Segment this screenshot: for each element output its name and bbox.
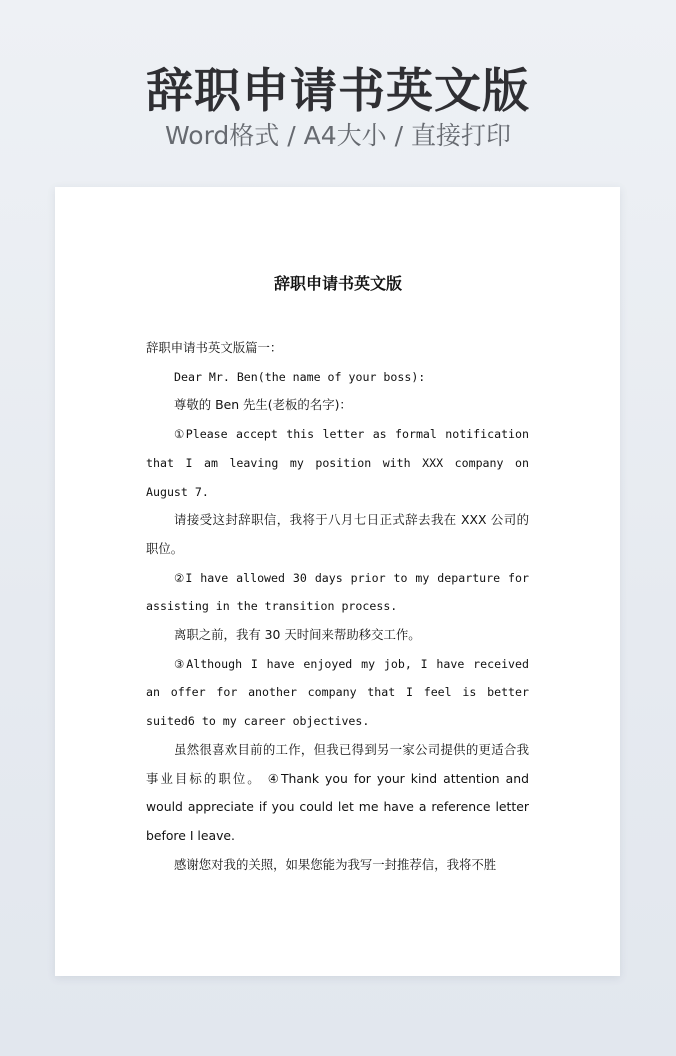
banner-title: 辞职申请书英文版 bbox=[146, 64, 530, 119]
section-heading: 辞职申请书英文版篇一： bbox=[146, 340, 283, 355]
salutation-english: Dear Mr. Ben(the name of your boss): bbox=[174, 369, 426, 384]
paragraph-3-chinese-4-english: 虽然很喜欢目前的工作，但我已得到另一家公司提供的更适合我事业目标的职位。 ④Thank you for your kind attention and would appreciate if you could let me have a reference letter before I leave. bbox=[146, 741, 529, 843]
salutation-chinese: 尊敬的 Ben 先生(老板的名字)： bbox=[174, 397, 352, 413]
paragraph-4-chinese: 感谢您对我的关照，如果您能为我写一封推荐信，我将不胜 bbox=[174, 856, 497, 872]
document-body bbox=[146, 334, 529, 879]
paragraph-3-english: ③Although I have enjoyed my job, I have received an offer for another company that I feel is better suited6 to my career objectives. bbox=[146, 656, 529, 729]
paragraph-1-chinese: 请接受这封辞职信，我将于八月七日正式辞去我在 XXX 公司的职位。 bbox=[146, 512, 529, 556]
document-title: 辞职申请书英文版 bbox=[273, 274, 402, 293]
paragraph-2-english: ②I have allowed 30 days prior to my departure for assisting in the transition process. bbox=[146, 570, 529, 614]
paragraph-2-chinese: 离职之前，我有 30 天时间来帮助移交工作。 bbox=[174, 627, 421, 643]
banner-subtitle: Word格式 / A4大小 / 直接打印 bbox=[165, 121, 511, 150]
paragraph-1-english: ①Please accept this letter as formal notification that I am leaving my position with XXX company on August 7. bbox=[146, 427, 529, 499]
